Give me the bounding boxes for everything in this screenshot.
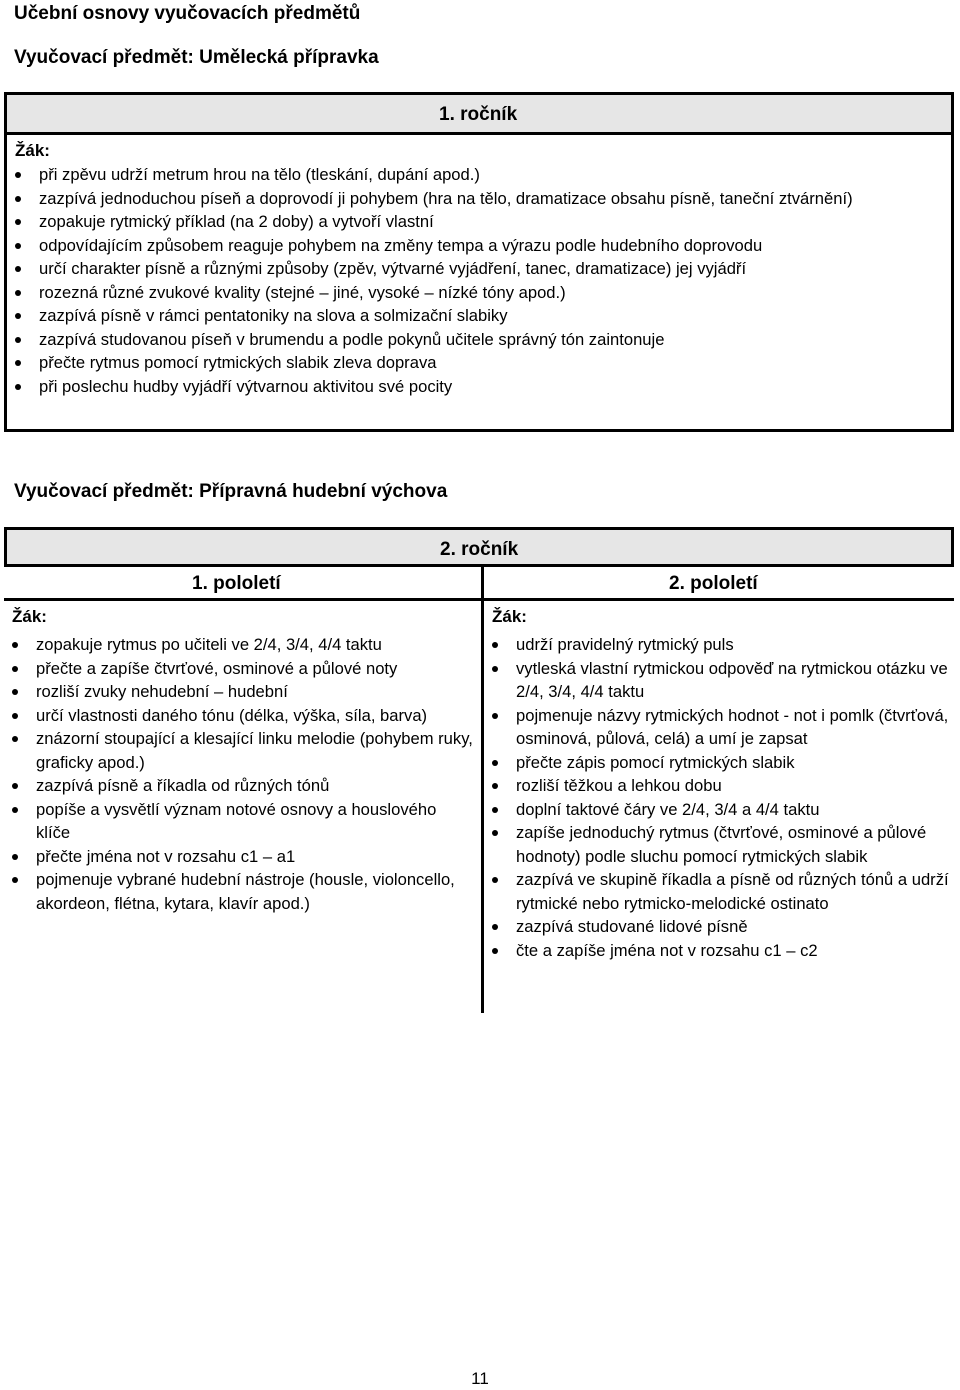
half2-content [484,601,950,962]
subject2-grade-band [4,527,954,567]
subject2-box [4,527,954,1010]
subject1-list [7,163,951,398]
page-number: 11 [471,1369,489,1388]
list-item: zazpívá písně a říkadla od různých tónů [4,774,474,798]
subject2-heading: Vyučovací předmět: Přípravná hudební výchova [14,481,448,502]
half2-zak: Žák: [492,607,527,626]
list-item: zopakuje rytmický příklad (na 2 doby) a vytvoří vlastní [7,210,951,234]
list-item: odpovídajícím způsobem reaguje pohybem na změny tempa a výrazu podle hudebního doprovodu [7,234,951,258]
subject1-zak: Žák: [15,141,50,160]
subject2-grade: 2. ročník [440,539,519,560]
list-item: zapíše jednoduchý rytmus (čtvrťové, osminové a půlové hodnoty) podle sluchu pomocí rytmických slabik [484,821,950,868]
half1-label [4,567,481,601]
list-item: zazpívá písně v rámci pentatoniky na slova a solmizační slabiky [7,304,951,328]
list-item: přečte jména not v rozsahu c1 – a1 [4,845,474,869]
list-item: doplní taktové čáry ve 2/4, 3/4 a 4/4 taktu [484,798,950,822]
half1-list [4,633,474,915]
list-item: určí vlastnosti daného tónu (délka, výška, síla, barva) [4,704,474,728]
list-item: znázorní stoupající a klesající linku melodie (pohybem ruky, graficky apod.) [4,727,474,774]
subject1-grade-band [7,95,951,135]
half1-zak: Žák: [12,607,47,626]
list-item: udrží pravidelný rytmický puls [484,633,950,657]
list-item: přečte a zapíše čtvrťové, osminové a půlové noty [4,657,474,681]
list-item: určí charakter písně a různými způsoby (zpěv, výtvarné vyjádření, tanec, dramatizace) jej vyjádří [7,257,951,281]
list-item: při zpěvu udrží metrum hrou na tělo (tleskání, dupání apod.) [7,163,951,187]
half2-list [484,633,950,962]
list-item: rozezná různé zvukové kvality (stejné – jiné, vysoké – nízké tóny apod.) [7,281,951,305]
list-item: rozliší zvuky nehudební – hudební [4,680,474,704]
list-item: zazpívá studovanou píseň v brumendu a podle pokynů učitele správný tón zaintonuje [7,328,951,352]
list-item: čte a zapíše jména not v rozsahu c1 – c2 [484,939,950,963]
half1-panel [4,567,481,1013]
list-item: pojmenuje názvy rytmických hodnot - not i pomlk (čtvrťová, osminová, půlová, celá) a umí je zapsat [484,704,950,751]
subject1-box [4,92,954,432]
list-item: při poslechu hudby vyjádří výtvarnou aktivitou své pocity [7,375,951,399]
list-item: zazpívá jednoduchou píseň a doprovodí ji pohybem (hra na tělo, dramatizace obsahu písně, taneční ztvárnění) [7,187,951,211]
list-item: popíše a vysvětlí význam notové osnovy a houslového klíče [4,798,474,845]
list-item: vytleská vlastní rytmickou odpověď na rytmickou otázku ve 2/4, 3/4, 4/4 taktu [484,657,950,704]
half1-content [4,601,474,915]
subject1-heading: Vyučovací předmět: Umělecká přípravka [14,47,379,68]
list-item: přečte rytmus pomocí rytmických slabik zleva doprava [7,351,951,375]
half1-label-text: 1. pololetí [192,573,281,594]
list-item: pojmenuje vybrané hudební nástroje (housle, violoncello, akordeon, flétna, kytara, klavír apod.) [4,868,474,915]
list-item: přečte zápis pomocí rytmických slabik [484,751,950,775]
subject1-grade: 1. ročník [439,104,518,125]
half2-panel [481,567,954,1013]
list-item: zazpívá ve skupině říkadla a písně od různých tónů a udrží rytmické nebo rytmicko-melodické ostinato [484,868,950,915]
list-item: zazpívá studované lidové písně [484,915,950,939]
list-item: rozliší těžkou a lehkou dobu [484,774,950,798]
half2-label [484,567,954,601]
page-title: Učební osnovy vyučovacích předmětů [14,3,361,24]
list-item: zopakuje rytmus po učiteli ve 2/4, 3/4, 4/4 taktu [4,633,474,657]
half2-label-text: 2. pololetí [669,573,758,594]
